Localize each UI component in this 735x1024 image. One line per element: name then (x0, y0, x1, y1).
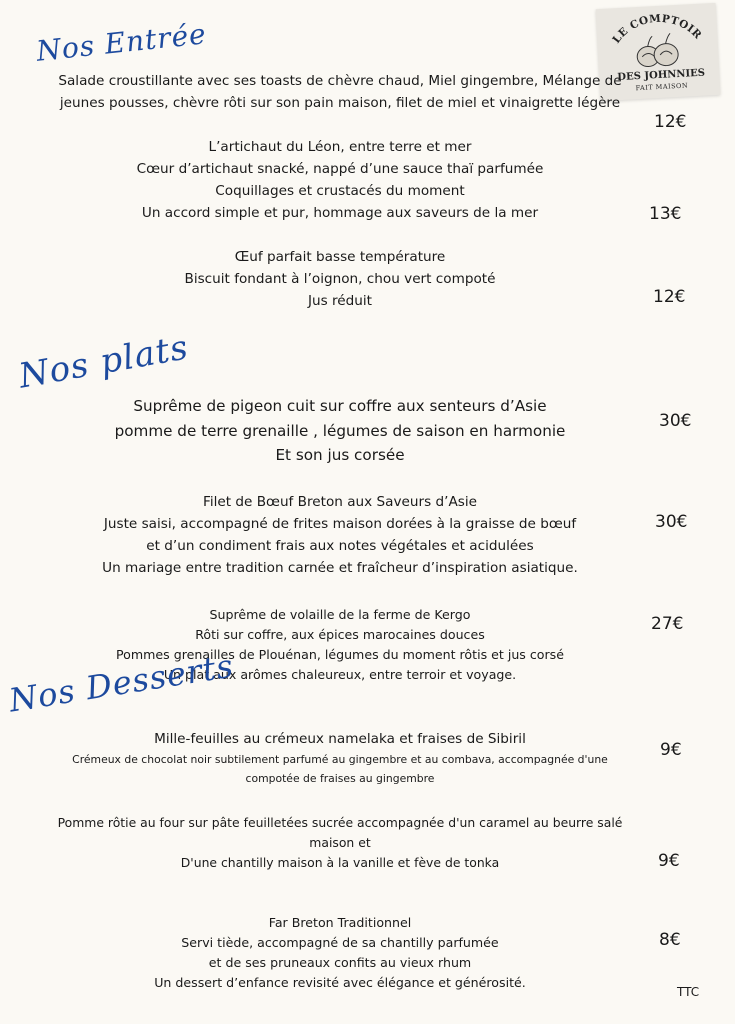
dish-price: 12€ (653, 287, 686, 307)
dish-price: 27€ (651, 614, 684, 634)
dish-price: 30€ (659, 411, 692, 431)
dish-line: Suprême de volaille de la ferme de Kergo (209, 607, 471, 622)
svg-text:LE COMPTOIR (609, 11, 704, 47)
dish-line: Biscuit fondant à l’oignon, chou vert compoté (184, 271, 496, 287)
dish-line: Jus réduit (307, 293, 373, 309)
dish-line: Un dessert d’enfance revisité avec élégance et générosité. (154, 975, 526, 990)
dish-line: Juste saisi, accompagné de frites maison dorées à la graisse de bœuf (103, 516, 577, 532)
dish-line: Rôti sur coffre, aux épices marocaines douces (195, 627, 485, 642)
dish-line: Crémeux de chocolat noir subtilement parfumé au gingembre et au combava, accompagnée d'une (72, 753, 608, 766)
dish-line: D'une chantilly maison à la vanille et fève de tonka (180, 855, 500, 870)
dish-line: pomme de terre grenaille , légumes de saison en harmonie (114, 422, 566, 440)
logo-text-top: LE COMPTOIR (610, 12, 704, 46)
dish-price: 9€ (660, 740, 682, 760)
dish-line: Suprême de pigeon cuit sur coffre aux senteurs d’Asie (133, 397, 547, 415)
logo-text-middle: DES JOHNNIES (617, 67, 706, 84)
section-title-desserts: Nos Desserts (6, 646, 237, 720)
dish-line: Pommes grenailles de Plouénan, légumes du moment rôtis et jus corsé (116, 647, 564, 662)
dish-line: Un plat aux arômes chaleureux, entre terroir et voyage. (163, 667, 517, 682)
dish-line: Pomme rôtie au four sur pâte feuilletées sucrée accompagnée d'un caramel au beurre salé (57, 815, 623, 830)
dish-line: et de ses pruneaux confits au vieux rhum (208, 955, 472, 970)
dish-line: Salade croustillante avec ses toasts de chèvre chaud, Miel gingembre, Mélange de (58, 73, 622, 89)
logo-text-bottom: FAIT MAISON (635, 81, 689, 93)
onion-icon (636, 33, 679, 67)
dish-line: Cœur d’artichaut snacké, nappé d’une sauce thaï parfumée (136, 161, 544, 177)
ttc-note: TTC (677, 985, 700, 999)
dish-line: compotée de fraises au gingembre (245, 772, 435, 785)
dish-line: Mille-feuilles au crémeux namelaka et fraises de Sibiril (154, 731, 526, 747)
dish-line: maison et (309, 835, 371, 850)
dish-line: Servi tiède, accompagné de sa chantilly parfumée (181, 935, 499, 950)
dish-line: Far Breton Traditionnel (268, 915, 412, 930)
section-title-plats: Nos plats (15, 327, 192, 397)
dish-line: Un accord simple et pur, hommage aux saveurs de la mer (141, 205, 539, 221)
dish-price: 30€ (655, 512, 688, 532)
dish-line: jeunes pousses, chèvre rôti sur son pain maison, filet de miel et vinaigrette légère (59, 95, 621, 111)
dish-line: Et son jus corsée (275, 446, 405, 464)
dish-line: L’artichaut du Léon, entre terre et mer (208, 139, 472, 155)
dish-line: Coquillages et crustacés du moment (215, 183, 465, 199)
dish-price: 8€ (659, 930, 681, 950)
dish-line: Un mariage entre tradition carnée et fraîcheur d’inspiration asiatique. (102, 560, 578, 576)
dish-price: 13€ (649, 204, 682, 224)
dish-price: 9€ (658, 851, 680, 871)
dish-line: Œuf parfait basse température (234, 249, 446, 265)
dish-line: Filet de Bœuf Breton aux Saveurs d’Asie (203, 494, 477, 510)
dish-price: 12€ (654, 112, 687, 132)
section-title-entrees: Nos Entrée (34, 17, 209, 68)
dish-line: et d’un condiment frais aux notes végétales et acidulées (146, 538, 534, 554)
